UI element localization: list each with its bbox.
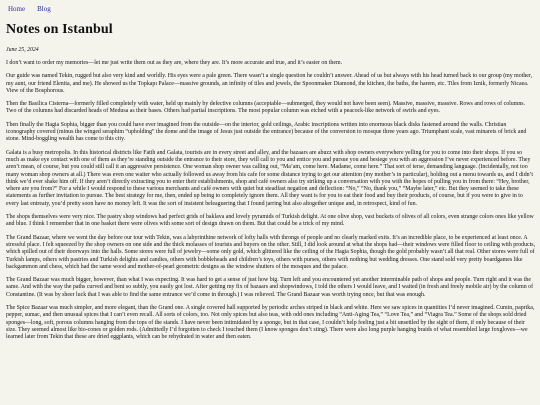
paragraph-3: Then the Basilica Cisterna—formerly filled completely with water, held up mainly by defective columns (acceptable—submerged, they would not have been seen). Massive, massive, massive. Rows and rows of columns. Two of the columns had discarded heads of Medusa as their bases. Others had partial inscriptions. The most popular column was etched with a peacock-like network of swirls and eyes. (6, 101, 526, 115)
paragraph-6: The shops themselves were very nice. The pastry shop windows had perfect grids of baklava and lovely pyramids of Turkish delight. At one olive shop, vast buckets of olives of all colors, even strange colors ones like yellow and blue. I think I remember that in one basket there were olives with some sort of design drawn on them. But that could be a trick of my mind. (6, 214, 534, 228)
top-nav (8, 5, 63, 13)
post-date: June 25, 2024 (6, 47, 39, 53)
post-content (6, 60, 536, 348)
paragraph-2: Our guide was named Tekin, rugged but also very kind and worldly. His eyes were a pale green. There wasn’t a single question he couldn’t answer. Ahead of us but always with his head turned back to our group (my mother, my aunt, our friend Elenita, and me). He showed us the Topkapı Palace—massive grounds, an infinity of tiles and jewels, the Spoonmaker Diamond, the kitchen, the baths, the harem, etc. Tiles from Iznik, formerly Nicaea. View of the Bosphorous. (6, 73, 533, 94)
paragraph-1: I don’t want to order my memories—let me just write them out as they are, where they are. It’s more accurate and true, and it’s easier on them. (6, 60, 343, 66)
paragraph-7: The Grand Bazaar, where we went the day before our tour with Tekin, was a labyrinthine network of lofty halls with throngs of people and no clearly marked exits. It’s an incredible place, to be experienced at least once. A stressful place. I felt squeezed by the shop owners on one side and the thick molasses of tourists and buyers on the other. Still, I did look around at what the shops had—their windows were filled floor to ceiling with products, which spilled out of their doorways into the halls. Some stores were full of jewelry—some only gold, which glittered like the ceiling of the Hagia Sophia, though the gold probably wasn’t all that real. Other stores were full of Turkish lamps, others with pastries and Turkish delights and candies, others with bobbleheads and children’s toys, others with purses, others with nothing but wedding dresses. One stand sold very pretty boardgames like backgammon and chess, which had the same wood and mother-of-pearl geometric designs as the window shutters of the mosques and the palace. (6, 234, 536, 270)
paragraph-9: The Spice Bazaar was much simpler, and more elegant, than the Grand one. A single covered hall supported by periodic arches striped in black and white. Here we saw spices in quantities I’d never imagined. Cumin, paprika, pepper, sumac, and then unusual spices that I can’t even recall. All sorts of colors, too. Not only spices but also teas, with odd ones including “Anti-Aging Tea,” “Love Tea,” and “Viagra Tea.” Some of the shops sold dried sponges—long, soft, porous columns hanging from the tops of the stands. I have never been intimidated by a sponge, but in that case, I couldn’t help feeling just a bit unsettled by the sight of them, if only because of their size. They seemed almost like bio-cones or golden rods. (Admittedly I’d forgotten to check I touched them (I know sponges don’t sting). There were also long purple hanging braids of what resembled large foxgloves—we learned later from Tekin that these are dried eggplants, which can be rehydrated in water and then eaten. (6, 305, 535, 341)
page-title: Notes on Istanbul (6, 22, 113, 37)
paragraph-5: Galata is a busy metropolis. In this historical districts like Fatih and Galata, tourists are in every street and alley, and the bazaars are abuzz with shop owners everywhere yelling for you to come into their shops. If you so much as make eye contact with one of them as they’re standing outside the entrance to their store, they will call to you and entice you and pursue you and besiege you with an aggression I’ve never experienced before. They aren’t mean, of course, but you could still call it an aggressive persistence. One woman shop owner was calling out, “Ma’am, come here. Madame, come here.” That sort of terse, demanding language. (Incidentally, not too many woman shop owners at all.) There was even one waiter who actually followed us away from his cafe for some distance trying to get our attention (my mother’s in particular), holding out a menu towards us, and I didn’t think we’d ever shake him off. If they aren’t directly extracting you to enter their establishments, shop and café owners also try striking up a conversation with you with the hopes of pulling you in from there: “Hey, brother, where are you from?” For a while I would respond to these various merchants and café owners with quiet but steadfast negation and deflection: “No,” “No, thank you,” “Maybe later,” etc. But they seemed to take these statements as further invitation to pursue. The best strategy for me, then, ended up being to completely ignore them. All they want is for you to eat their food and buy their products, of course, but if you were to give in to every last entreaty, you’d pretty soon have no money left. It was the sort of insistent beleaguering that I found jarring but also altogether unique and, in retrospect, kind of fun. (6, 149, 534, 207)
nav-home-link[interactable]: Home (8, 5, 26, 13)
paragraph-8: The Grand Bazaar was much bigger, however, than what I was expecting. It was hard to get a sense of just how big. Turn left and you encountered yet another interminable path of shops and people. Turn right and it was the same. And with the way the paths curved and bent so subtly, you easily got lost. After getting my fix of bazaars and shopwindows, I told the others I would leave, and I waited (in fresh and freely mobile air) by the column of Constantine. (It was by sheer luck that I was able to find the same entrance we’d come in through.) I was relieved. The Grand Bazaar was worth trying once, but that was enough. (6, 277, 534, 298)
paragraph-4: Then finally the Hagia Sophia, bigger than you could have ever imagined from the outside—on the interior, gold ceilings, Arabic inscriptions written into enormous black disks fastened around the walls. Christian iconography covered (minus the winged seraphim “upholding” the dome and the image of Jesus just outside the entrance) because of the conversion to mosque three years ago. Triumphant scale, vast minarets of brick and stone. Mind-boggling wealth has come to this city. (6, 121, 527, 143)
nav-blog-link[interactable]: Blog (37, 5, 51, 13)
